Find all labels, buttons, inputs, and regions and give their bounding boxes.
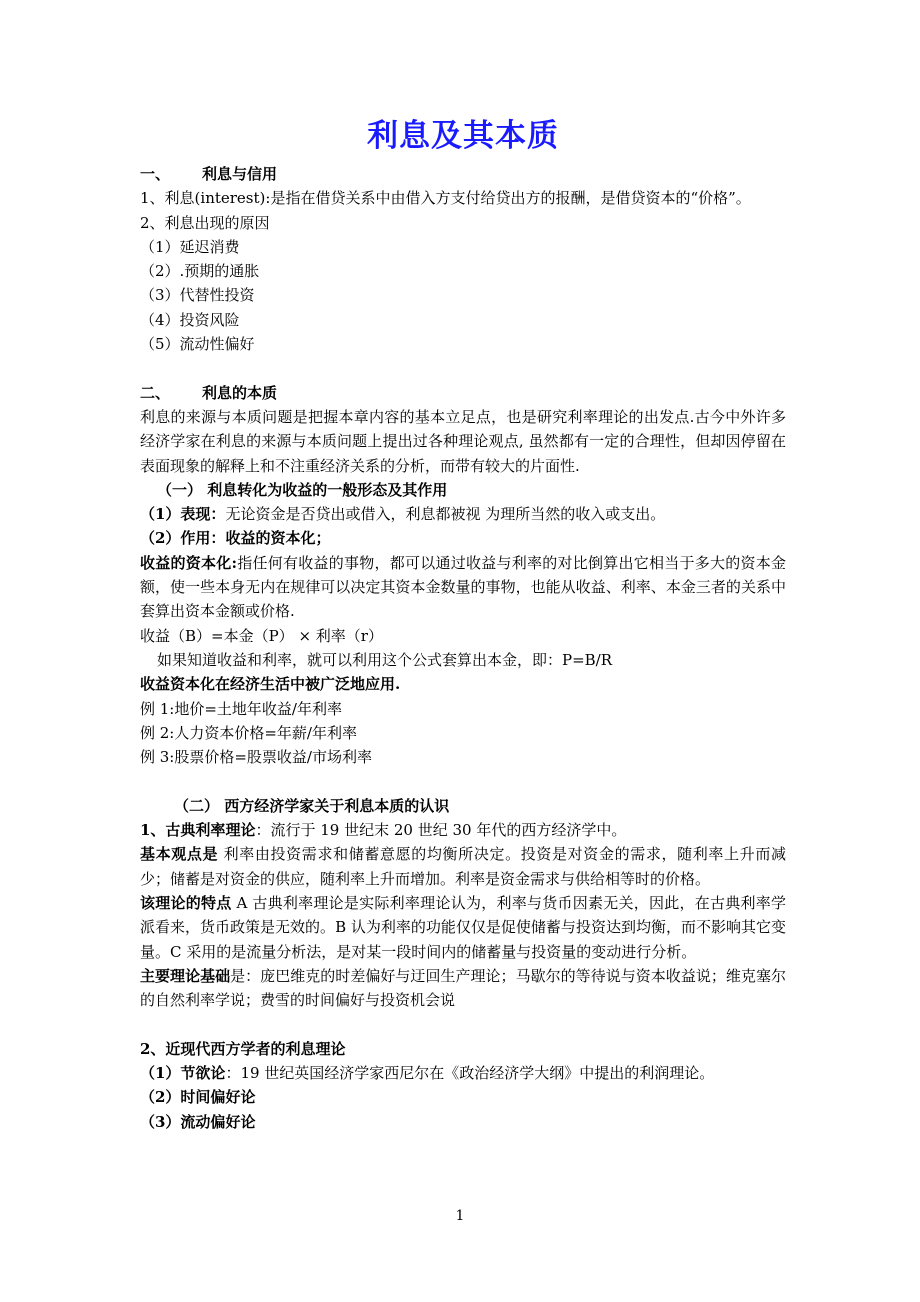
theory-features-paragraph — [140, 891, 786, 964]
theory-basis-paragraph — [140, 964, 786, 1013]
abstinence-text: ：19 世纪英国经济学家西尼尔在《政治经济学大纲》中提出的利润理论。 — [225, 1063, 715, 1082]
intro-paragraph: 利息的来源与本质问题是把握本章内容的基本立足点，也是研究利率理论的出发点.古今中外许多经济学家在利息的来源与本质问题上提出过各种理论观点, 虽然都有一定的合理性，但却因停留在表面现象的解释上和不注重经济关系的分析，而带有较大的片面性. — [140, 407, 786, 475]
classic-theory-text: ：流行于 19 世纪末 20 世纪 30 年代的西方经济学中。 — [255, 821, 627, 840]
manifestation-line — [140, 502, 786, 526]
classic-theory-label: 1、古典利率理论 — [140, 821, 256, 840]
section-title: 利息的本质 — [202, 383, 278, 402]
definition-label: 1、利息(interest): — [140, 189, 271, 208]
reasons-heading: 2、利息出现的原因 — [140, 213, 270, 232]
list-item: （2）时间偏好论 — [140, 1088, 256, 1107]
theory-basis-label: 主要理论基础 — [140, 966, 231, 985]
subsection-heading: （二） 西方经济学家关于利息本质的认识 — [174, 796, 450, 815]
modern-theories-heading: 2、近现代西方学者的利息理论 — [140, 1039, 346, 1058]
section-title: 利息与信用 — [202, 165, 278, 183]
section-number: 一、 — [140, 165, 171, 183]
basic-view-label: 基本观点是 — [140, 845, 219, 864]
page-number: 1 — [455, 1208, 465, 1224]
capitalization-label: 收益的资本化: — [140, 553, 238, 572]
interest-definition — [140, 186, 786, 210]
formula-note: 如果知道收益和利率，就可以利用这个公式套算出本金，即：P=B/R — [157, 650, 613, 669]
basic-view-paragraph — [140, 842, 786, 891]
example-item: 例 3:股票价格=股票收益/市场利率 — [140, 748, 372, 767]
section-heading — [140, 162, 786, 186]
spacer — [140, 769, 786, 793]
list-item: （5）流动性偏好 — [140, 335, 255, 354]
manifestation-text: 无论资金是否贷出或借入，利息都被视 为理所当然的收入或支出。 — [225, 505, 666, 524]
list-item: （3）流动偏好论 — [140, 1112, 256, 1131]
capitalization-text: 指任何有收益的事物，都可以通过收益与利率的对比倒算出它相当于多大的资本金额，使一些本身无内在规律可以决定其资本金数量的事物，也能从收益、利率、本金三者的关系中套算出资本金额或价格. — [140, 553, 786, 621]
basic-view-text: 利率由投资需求和储蓄意愿的均衡所决定。投资是对资金的需求，随利率上升而减少；储蓄是对资金的供应，随利率上升而增加。利率是资金需求与供给相等时的价格。 — [140, 845, 786, 888]
list-item: （2）.预期的通胀 — [140, 262, 260, 281]
theory-features-label: 该理论的特点 — [140, 893, 232, 912]
manifestation-label: （1）表现： — [140, 505, 226, 524]
abstinence-label: （1）节欲论 — [140, 1063, 226, 1082]
capitalization-paragraph — [140, 551, 786, 624]
function-line: （2）作用：收益的资本化； — [140, 529, 331, 548]
section-number: 二、 — [140, 383, 171, 402]
capitalization-usage: 收益资本化在经济生活中被广泛地应用. — [140, 675, 401, 694]
classic-theory-line — [140, 818, 786, 842]
theory-features-text: A 古典利率理论是实际利率理论认为，利率与货币因素无关，因此，在古典利率学派看来，货币政策是无效的。B 认为利率的功能仅仅是促使储蓄与投资达到均衡，而不影响其它变量。C 采用的是流量分析法，是对某一段时间内的储蓄量与投资量的变动进行分析。 — [140, 893, 786, 961]
spacer — [140, 1012, 786, 1036]
example-item: 例 2:人力资本价格=年薪/年利率 — [140, 723, 357, 742]
section-heading — [140, 381, 786, 405]
definition-text: 是指在借贷关系中由借入方支付给贷出方的报酬，是借贷资本的“价格”。 — [270, 189, 751, 208]
list-item — [140, 1061, 786, 1085]
example-item: 例 1:地价=土地年收益/年利率 — [140, 699, 342, 718]
list-item: （1）延迟消费 — [140, 237, 240, 256]
subsection-heading: （一） 利息转化为收益的一般形态及其作用 — [157, 480, 448, 499]
list-item: （4）投资风险 — [140, 310, 240, 329]
spacer — [140, 356, 786, 380]
document-title: 利息及其本质 — [367, 118, 559, 154]
formula: 收益（B）=本金（P） × 利率（r） — [140, 626, 383, 645]
theory-basis-text: 是：庞巴维克的时差偏好与迂回生产理论；马歇尔的等待说与资本收益说；维克塞尔的自然利率学说；费雪的时间偏好与投资机会说 — [140, 966, 786, 1010]
list-item: （3）代替性投资 — [140, 286, 255, 305]
